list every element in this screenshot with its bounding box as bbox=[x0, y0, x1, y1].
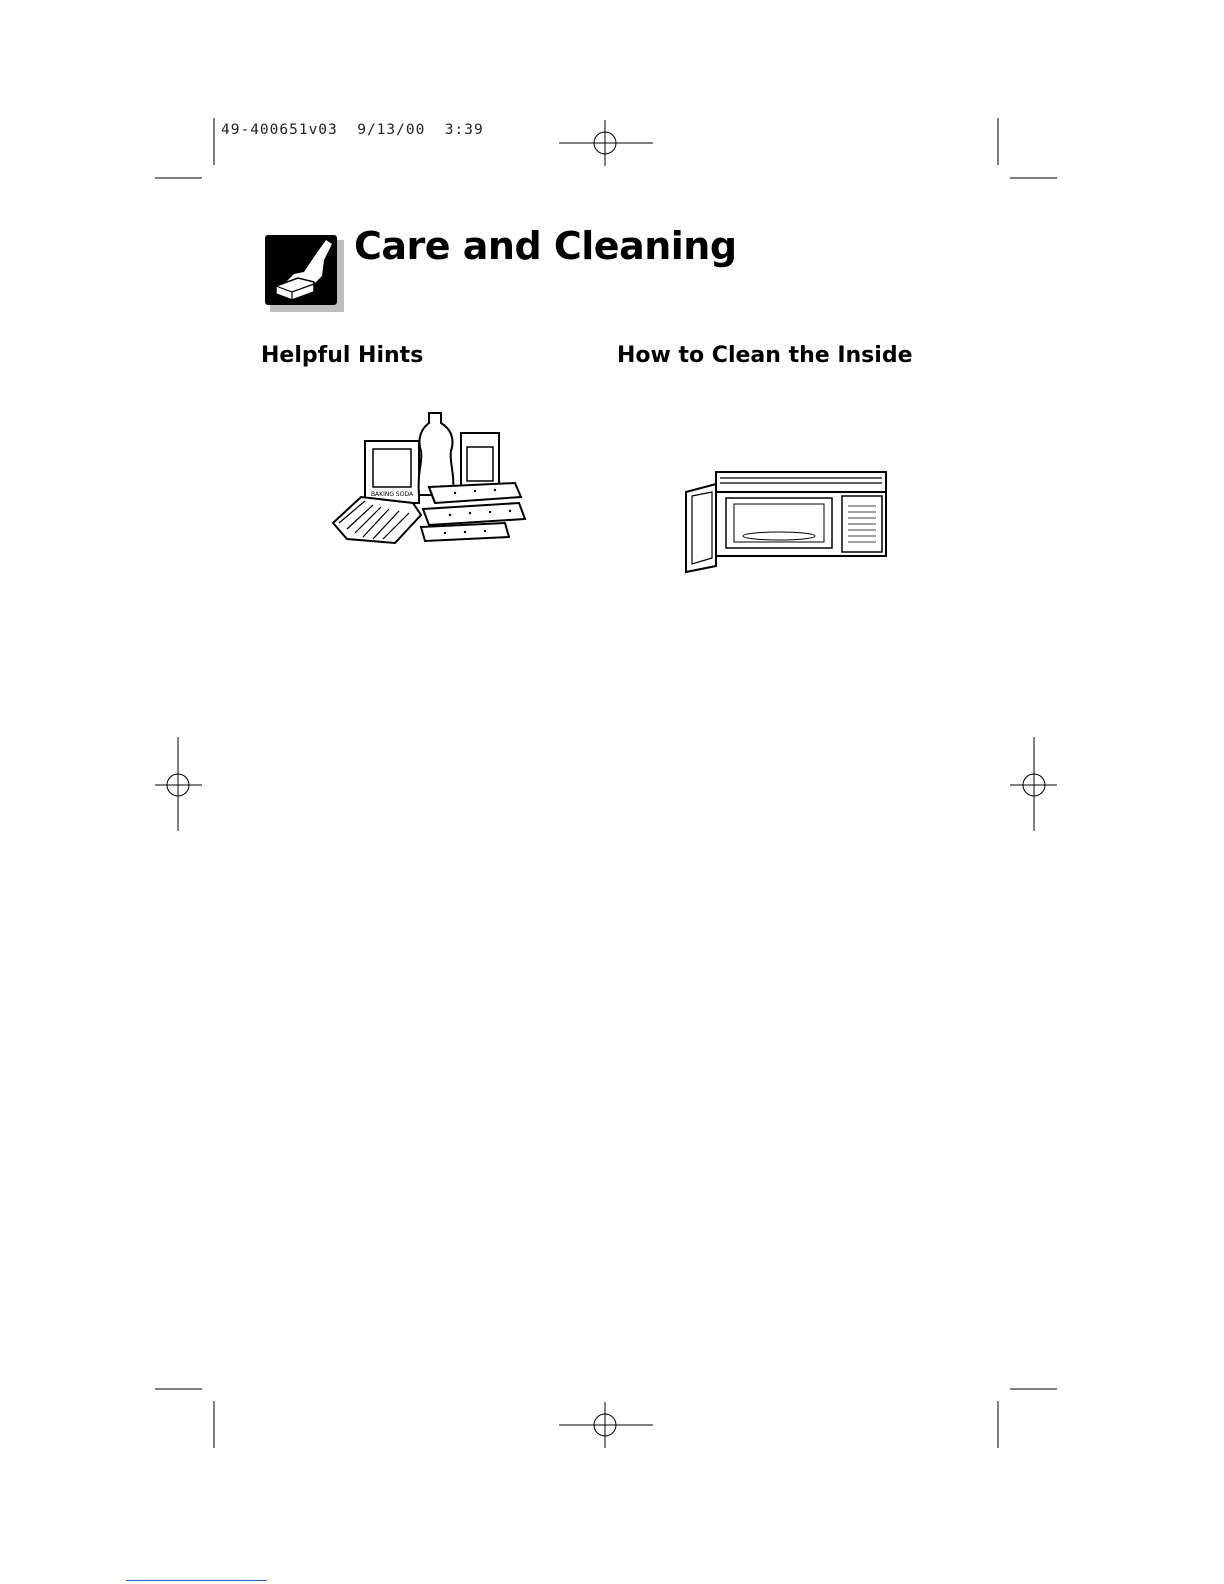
microwave-open-door-illustration bbox=[680, 468, 890, 574]
how-to-clean-inside-heading: How to Clean the Inside bbox=[617, 343, 913, 368]
page-title: Care and Cleaning bbox=[354, 224, 737, 268]
cleaning-supplies-illustration bbox=[325, 405, 535, 550]
print-slug: 49-400651v03 9/13/00 3:39 bbox=[221, 122, 484, 138]
hand-with-sponge-icon bbox=[264, 234, 346, 314]
baking-soda-label: BAKING SODA bbox=[370, 491, 414, 498]
link-underline bbox=[126, 1580, 267, 1581]
registration-marks bbox=[155, 120, 1057, 1448]
helpful-hints-heading: Helpful Hints bbox=[261, 343, 424, 368]
